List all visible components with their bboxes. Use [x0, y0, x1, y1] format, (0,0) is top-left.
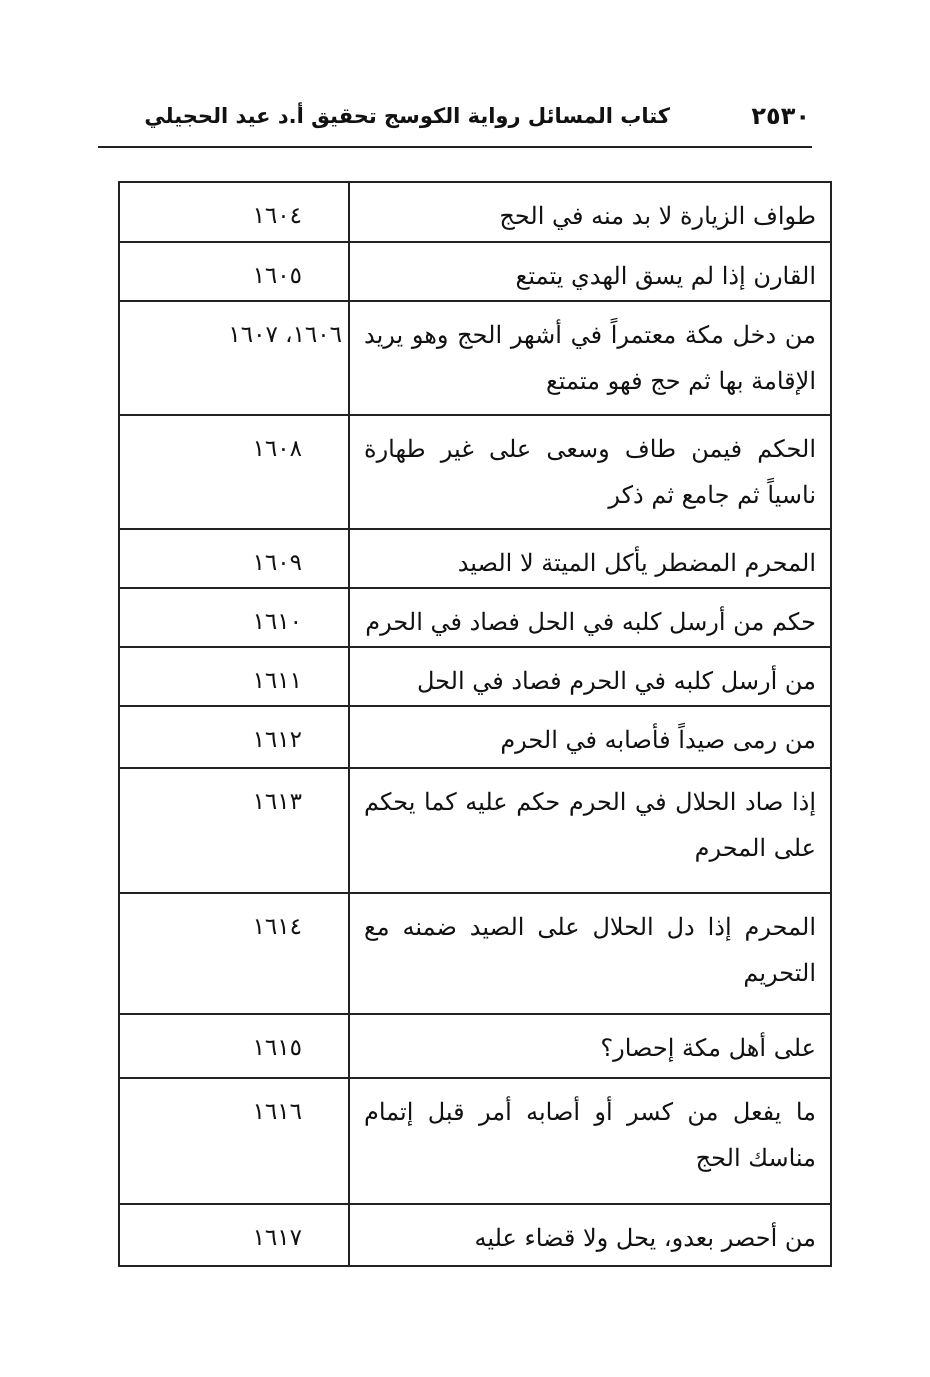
table-row — [118, 1205, 832, 1267]
index-table — [118, 181, 832, 1267]
page-ref-cell: ١٦١٣ — [252, 789, 302, 815]
topic-cell: طواف الزيارة لا بد منه في الحج — [348, 183, 830, 241]
page-ref-cell: ١٦١٤ — [252, 914, 302, 940]
page-ref-cell: ١٦٠٤ — [252, 203, 302, 229]
page-ref-cell: ١٦١١ — [252, 668, 302, 694]
table-row — [118, 181, 832, 243]
running-title: كتاب المسائل رواية الكوسج تحقيق أ.د عيد الحجيلي — [144, 104, 670, 128]
table-row — [118, 707, 832, 769]
page-ref-cell: ١٦٠٨ — [252, 436, 302, 462]
topic-cell: من أرسل كلبه في الحرم فصاد في الحل — [348, 648, 830, 705]
page-ref-cell: ١٦١٥ — [252, 1035, 302, 1061]
page-ref-cell: ١٦٠٥ — [252, 263, 302, 289]
table-row — [118, 416, 832, 530]
page-ref-cell: ١٦٠٩ — [252, 550, 302, 576]
topic-cell: القارن إذا لم يسق الهدي يتمتع — [348, 243, 830, 300]
table-row — [118, 243, 832, 302]
table-row — [118, 1079, 832, 1205]
topic-cell: المحرم المضطر يأكل الميتة لا الصيد — [348, 530, 830, 587]
page-ref-cell: ١٦١٢ — [252, 727, 302, 753]
topic-cell: من رمى صيداً فأصابه في الحرم — [348, 707, 830, 767]
table-row — [118, 530, 832, 589]
page-number: ٢٥٣٠ — [751, 102, 810, 130]
page-ref-cell: ١٦١٠ — [252, 609, 302, 635]
topic-cell: حكم من أرسل كلبه في الحل فصاد في الحرم — [348, 589, 830, 646]
table-row — [118, 589, 832, 648]
topic-cell: إذا صاد الحلال في الحرم حكم عليه كما يحكم على المحرم — [348, 769, 830, 892]
table-row — [118, 1015, 832, 1079]
topic-cell: الحكم فيمن طاف وسعى على غير طهارة ناسياً ثم جامع ثم ذكر — [348, 416, 830, 528]
topic-cell: من دخل مكة معتمراً في أشهر الحج وهو يريد الإقامة بها ثم حج فهو متمتع — [348, 302, 830, 414]
topic-cell: على أهل مكة إحصار؟ — [348, 1015, 830, 1077]
page-ref-cell: ١٦١٦ — [252, 1099, 302, 1125]
page-ref-cell: ١٦١٧ — [252, 1225, 302, 1251]
topic-cell: ما يفعل من كسر أو أصابه أمر قبل إتمام مناسك الحج — [348, 1079, 830, 1203]
table-row — [118, 302, 832, 416]
topic-cell: المحرم إذا دل الحلال على الصيد ضمنه مع التحريم — [348, 894, 830, 1013]
table-row — [118, 648, 832, 707]
table-row — [118, 894, 832, 1015]
topic-cell: من أحصر بعدو، يحل ولا قضاء عليه — [348, 1205, 830, 1265]
table-row — [118, 769, 832, 894]
header-divider — [98, 146, 812, 148]
page-header — [98, 96, 810, 144]
page-ref-cell: ١٦٠٦، ١٦٠٧ — [228, 322, 342, 348]
